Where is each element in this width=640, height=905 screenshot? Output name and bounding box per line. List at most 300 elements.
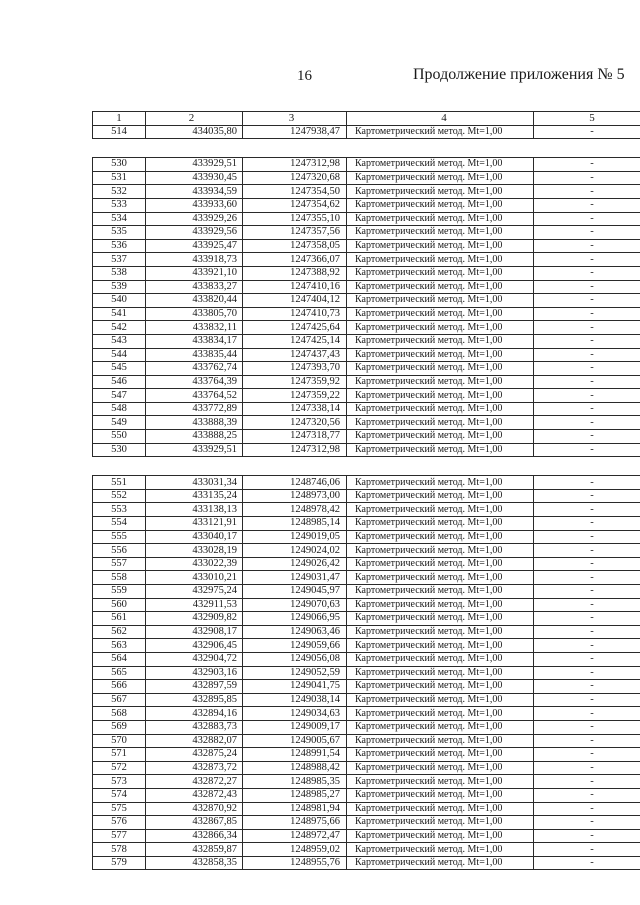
- x-coordinate-cell: 433805,70: [146, 307, 243, 321]
- table-row: [93, 517, 640, 531]
- note-cell: -: [534, 856, 640, 870]
- note-cell: -: [534, 476, 640, 490]
- note-cell: -: [534, 226, 640, 240]
- method-cell: Картометрический метод. Mt=1,00: [347, 734, 534, 748]
- table-row: [93, 693, 640, 707]
- point-number-cell: 537: [93, 253, 146, 267]
- y-coordinate-cell: 1249063,46: [243, 625, 347, 639]
- method-cell: Картометрический метод. Mt=1,00: [347, 375, 534, 389]
- note-cell: -: [534, 389, 640, 403]
- x-coordinate-cell: 433135,24: [146, 489, 243, 503]
- table-row: [93, 253, 640, 267]
- method-cell: Картометрический метод. Mt=1,00: [347, 158, 534, 172]
- table-row: [93, 503, 640, 517]
- x-coordinate-cell: 432858,35: [146, 856, 243, 870]
- y-coordinate-cell: 1248985,35: [243, 775, 347, 789]
- x-coordinate-cell: 432897,59: [146, 680, 243, 694]
- x-coordinate-cell: 433764,39: [146, 375, 243, 389]
- x-coordinate-cell: 432882,07: [146, 734, 243, 748]
- method-cell: Картометрический метод. Mt=1,00: [347, 720, 534, 734]
- note-cell: -: [534, 334, 640, 348]
- x-coordinate-cell: 433929,56: [146, 226, 243, 240]
- point-number-cell: 514: [93, 125, 146, 139]
- y-coordinate-cell: 1249009,17: [243, 720, 347, 734]
- note-cell: -: [534, 212, 640, 226]
- x-coordinate-cell: 433929,51: [146, 158, 243, 172]
- method-cell: Картометрический метод. Mt=1,00: [347, 843, 534, 857]
- y-coordinate-cell: 1247359,22: [243, 389, 347, 403]
- point-number-cell: 560: [93, 598, 146, 612]
- point-number-cell: 578: [93, 843, 146, 857]
- method-cell: Картометрический метод. Mt=1,00: [347, 707, 534, 721]
- table-row: [93, 612, 640, 626]
- point-number-cell: 544: [93, 348, 146, 362]
- y-coordinate-cell: 1249024,02: [243, 544, 347, 558]
- note-cell: -: [534, 375, 640, 389]
- note-cell: -: [534, 503, 640, 517]
- point-number-cell: 569: [93, 720, 146, 734]
- note-cell: -: [534, 571, 640, 585]
- method-cell: Картометрический метод. Mt=1,00: [347, 775, 534, 789]
- point-number-cell: 579: [93, 856, 146, 870]
- x-coordinate-cell: 433820,44: [146, 294, 243, 308]
- y-coordinate-cell: 1248959,02: [243, 843, 347, 857]
- note-cell: -: [534, 720, 640, 734]
- y-coordinate-cell: 1248988,42: [243, 761, 347, 775]
- y-coordinate-cell: 1248978,42: [243, 503, 347, 517]
- method-cell: Картометрический метод. Mt=1,00: [347, 639, 534, 653]
- method-cell: Картометрический метод. Mt=1,00: [347, 666, 534, 680]
- method-cell: Картометрический метод. Mt=1,00: [347, 185, 534, 199]
- x-coordinate-cell: 433888,39: [146, 416, 243, 430]
- x-coordinate-cell: 432866,34: [146, 829, 243, 843]
- table-row: [93, 348, 640, 362]
- x-coordinate-cell: 434035,80: [146, 125, 243, 139]
- y-coordinate-cell: 1247410,73: [243, 307, 347, 321]
- note-cell: -: [534, 652, 640, 666]
- point-number-cell: 567: [93, 693, 146, 707]
- table-row: [93, 171, 640, 185]
- table-row: [93, 321, 640, 335]
- point-number-cell: 552: [93, 489, 146, 503]
- column-header-1: 1: [93, 112, 146, 126]
- point-number-cell: 577: [93, 829, 146, 843]
- table-row: [93, 266, 640, 280]
- x-coordinate-cell: 432873,72: [146, 761, 243, 775]
- note-cell: -: [534, 402, 640, 416]
- x-coordinate-cell: 433022,39: [146, 557, 243, 571]
- note-cell: -: [534, 294, 640, 308]
- table-row: [93, 334, 640, 348]
- point-number-cell: 559: [93, 585, 146, 599]
- x-coordinate-cell: 432883,73: [146, 720, 243, 734]
- point-number-cell: 545: [93, 362, 146, 376]
- y-coordinate-cell: 1249070,63: [243, 598, 347, 612]
- group-separator-row: [93, 139, 640, 158]
- y-coordinate-cell: 1247358,05: [243, 239, 347, 253]
- x-coordinate-cell: 433933,60: [146, 198, 243, 212]
- note-cell: -: [534, 829, 640, 843]
- method-cell: Картометрический метод. Mt=1,00: [347, 530, 534, 544]
- x-coordinate-cell: 432872,43: [146, 788, 243, 802]
- y-coordinate-cell: 1249045,97: [243, 585, 347, 599]
- method-cell: Картометрический метод. Mt=1,00: [347, 693, 534, 707]
- table-row: [93, 416, 640, 430]
- table-row: [93, 389, 640, 403]
- method-cell: Картометрический метод. Mt=1,00: [347, 544, 534, 558]
- note-cell: -: [534, 734, 640, 748]
- x-coordinate-cell: 433834,17: [146, 334, 243, 348]
- x-coordinate-cell: 433918,73: [146, 253, 243, 267]
- note-cell: -: [534, 280, 640, 294]
- point-number-cell: 564: [93, 652, 146, 666]
- table-header-row: [93, 112, 640, 126]
- method-cell: Картометрический метод. Mt=1,00: [347, 612, 534, 626]
- y-coordinate-cell: 1249066,95: [243, 612, 347, 626]
- x-coordinate-cell: 432908,17: [146, 625, 243, 639]
- group-separator-row: [93, 457, 640, 476]
- x-coordinate-cell: 432906,45: [146, 639, 243, 653]
- point-number-cell: 547: [93, 389, 146, 403]
- table-row: [93, 125, 640, 139]
- y-coordinate-cell: 1247312,98: [243, 158, 347, 172]
- y-coordinate-cell: 1248972,47: [243, 829, 347, 843]
- note-cell: -: [534, 639, 640, 653]
- point-number-cell: 566: [93, 680, 146, 694]
- note-cell: -: [534, 443, 640, 457]
- table-row: [93, 362, 640, 376]
- note-cell: -: [534, 171, 640, 185]
- table-row: [93, 375, 640, 389]
- table-row: [93, 843, 640, 857]
- method-cell: Картометрический метод. Mt=1,00: [347, 125, 534, 139]
- point-number-cell: 548: [93, 402, 146, 416]
- note-cell: -: [534, 321, 640, 335]
- x-coordinate-cell: 432911,53: [146, 598, 243, 612]
- y-coordinate-cell: 1247425,64: [243, 321, 347, 335]
- y-coordinate-cell: 1247366,07: [243, 253, 347, 267]
- point-number-cell: 573: [93, 775, 146, 789]
- table-row: [93, 707, 640, 721]
- method-cell: Картометрический метод. Mt=1,00: [347, 212, 534, 226]
- x-coordinate-cell: 433833,27: [146, 280, 243, 294]
- table-row: [93, 720, 640, 734]
- x-coordinate-cell: 433832,11: [146, 321, 243, 335]
- y-coordinate-cell: 1249059,66: [243, 639, 347, 653]
- note-cell: -: [534, 788, 640, 802]
- column-header-5: 5: [534, 112, 640, 126]
- table-row: [93, 856, 640, 870]
- y-coordinate-cell: 1247437,43: [243, 348, 347, 362]
- method-cell: Картометрический метод. Mt=1,00: [347, 239, 534, 253]
- x-coordinate-cell: 433835,44: [146, 348, 243, 362]
- point-number-cell: 574: [93, 788, 146, 802]
- method-cell: Картометрический метод. Mt=1,00: [347, 748, 534, 762]
- point-number-cell: 546: [93, 375, 146, 389]
- y-coordinate-cell: 1248991,54: [243, 748, 347, 762]
- column-header-4: 4: [347, 112, 534, 126]
- x-coordinate-cell: 432904,72: [146, 652, 243, 666]
- table-row: [93, 443, 640, 457]
- note-cell: -: [534, 598, 640, 612]
- x-coordinate-cell: 433028,19: [146, 544, 243, 558]
- note-cell: -: [534, 680, 640, 694]
- x-coordinate-cell: 432895,85: [146, 693, 243, 707]
- table-row: [93, 158, 640, 172]
- point-number-cell: 549: [93, 416, 146, 430]
- y-coordinate-cell: 1247404,12: [243, 294, 347, 308]
- y-coordinate-cell: 1249031,47: [243, 571, 347, 585]
- method-cell: Картометрический метод. Mt=1,00: [347, 443, 534, 457]
- note-cell: -: [534, 158, 640, 172]
- note-cell: -: [534, 362, 640, 376]
- point-number-cell: 531: [93, 171, 146, 185]
- method-cell: Картометрический метод. Mt=1,00: [347, 625, 534, 639]
- y-coordinate-cell: 1247354,50: [243, 185, 347, 199]
- y-coordinate-cell: 1247359,92: [243, 375, 347, 389]
- point-number-cell: 530: [93, 443, 146, 457]
- method-cell: Картометрический метод. Mt=1,00: [347, 171, 534, 185]
- method-cell: Картометрический метод. Mt=1,00: [347, 334, 534, 348]
- y-coordinate-cell: 1249041,75: [243, 680, 347, 694]
- x-coordinate-cell: 432867,85: [146, 816, 243, 830]
- table-row: [93, 430, 640, 444]
- table-row: [93, 402, 640, 416]
- point-number-cell: 557: [93, 557, 146, 571]
- point-number-cell: 561: [93, 612, 146, 626]
- method-cell: Картометрический метод. Mt=1,00: [347, 598, 534, 612]
- method-cell: Картометрический метод. Mt=1,00: [347, 517, 534, 531]
- method-cell: Картометрический метод. Mt=1,00: [347, 761, 534, 775]
- point-number-cell: 536: [93, 239, 146, 253]
- y-coordinate-cell: 1247357,56: [243, 226, 347, 240]
- y-coordinate-cell: 1247355,10: [243, 212, 347, 226]
- x-coordinate-cell: 433040,17: [146, 530, 243, 544]
- page-number: 16: [297, 68, 312, 84]
- table-row: [93, 585, 640, 599]
- method-cell: Картометрический метод. Mt=1,00: [347, 652, 534, 666]
- method-cell: Картометрический метод. Mt=1,00: [347, 198, 534, 212]
- y-coordinate-cell: 1247425,14: [243, 334, 347, 348]
- point-number-cell: 532: [93, 185, 146, 199]
- x-coordinate-cell: 432894,16: [146, 707, 243, 721]
- point-number-cell: 556: [93, 544, 146, 558]
- table-row: [93, 748, 640, 762]
- point-number-cell: 551: [93, 476, 146, 490]
- note-cell: -: [534, 307, 640, 321]
- x-coordinate-cell: 433762,74: [146, 362, 243, 376]
- coordinates-table: [92, 111, 640, 870]
- point-number-cell: 563: [93, 639, 146, 653]
- y-coordinate-cell: 1249005,67: [243, 734, 347, 748]
- table-row: [93, 530, 640, 544]
- note-cell: -: [534, 775, 640, 789]
- y-coordinate-cell: 1247938,47: [243, 125, 347, 139]
- x-coordinate-cell: 433934,59: [146, 185, 243, 199]
- note-cell: -: [534, 707, 640, 721]
- table-row: [93, 489, 640, 503]
- method-cell: Картометрический метод. Mt=1,00: [347, 348, 534, 362]
- y-coordinate-cell: 1249056,08: [243, 652, 347, 666]
- y-coordinate-cell: 1248975,66: [243, 816, 347, 830]
- y-coordinate-cell: 1247388,92: [243, 266, 347, 280]
- y-coordinate-cell: 1247318,77: [243, 430, 347, 444]
- note-cell: -: [534, 416, 640, 430]
- x-coordinate-cell: 432975,24: [146, 585, 243, 599]
- note-cell: -: [534, 266, 640, 280]
- table-row: [93, 307, 640, 321]
- note-cell: -: [534, 802, 640, 816]
- x-coordinate-cell: 433930,45: [146, 171, 243, 185]
- y-coordinate-cell: 1248981,94: [243, 802, 347, 816]
- point-number-cell: 565: [93, 666, 146, 680]
- group-separator-cell: [93, 139, 640, 158]
- table-row: [93, 788, 640, 802]
- table-row: [93, 185, 640, 199]
- method-cell: Картометрический метод. Mt=1,00: [347, 253, 534, 267]
- note-cell: -: [534, 693, 640, 707]
- note-cell: -: [534, 239, 640, 253]
- column-header-2: 2: [146, 112, 243, 126]
- point-number-cell: 562: [93, 625, 146, 639]
- y-coordinate-cell: 1247354,62: [243, 198, 347, 212]
- x-coordinate-cell: 432903,16: [146, 666, 243, 680]
- table-row: [93, 544, 640, 558]
- method-cell: Картометрический метод. Mt=1,00: [347, 362, 534, 376]
- note-cell: -: [534, 761, 640, 775]
- y-coordinate-cell: 1247338,14: [243, 402, 347, 416]
- point-number-cell: 554: [93, 517, 146, 531]
- group-separator-cell: [93, 457, 640, 476]
- note-cell: -: [534, 748, 640, 762]
- table-row: [93, 680, 640, 694]
- y-coordinate-cell: 1249026,42: [243, 557, 347, 571]
- method-cell: Картометрический метод. Mt=1,00: [347, 816, 534, 830]
- point-number-cell: 550: [93, 430, 146, 444]
- point-number-cell: 543: [93, 334, 146, 348]
- y-coordinate-cell: 1248955,76: [243, 856, 347, 870]
- table-row: [93, 775, 640, 789]
- x-coordinate-cell: 433929,26: [146, 212, 243, 226]
- point-number-cell: 541: [93, 307, 146, 321]
- y-coordinate-cell: 1247410,16: [243, 280, 347, 294]
- method-cell: Картометрический метод. Mt=1,00: [347, 585, 534, 599]
- point-number-cell: 540: [93, 294, 146, 308]
- point-number-cell: 576: [93, 816, 146, 830]
- y-coordinate-cell: 1249019,05: [243, 530, 347, 544]
- point-number-cell: 538: [93, 266, 146, 280]
- point-number-cell: 530: [93, 158, 146, 172]
- y-coordinate-cell: 1247320,68: [243, 171, 347, 185]
- x-coordinate-cell: 432909,82: [146, 612, 243, 626]
- point-number-cell: 558: [93, 571, 146, 585]
- note-cell: -: [534, 557, 640, 571]
- point-number-cell: 568: [93, 707, 146, 721]
- method-cell: Картометрический метод. Mt=1,00: [347, 476, 534, 490]
- y-coordinate-cell: 1249038,14: [243, 693, 347, 707]
- method-cell: Картометрический метод. Mt=1,00: [347, 416, 534, 430]
- x-coordinate-cell: 432875,24: [146, 748, 243, 762]
- table-row: [93, 761, 640, 775]
- point-number-cell: 533: [93, 198, 146, 212]
- point-number-cell: 542: [93, 321, 146, 335]
- table-row: [93, 639, 640, 653]
- table-row: [93, 571, 640, 585]
- coordinates-table-body: [93, 112, 640, 870]
- y-coordinate-cell: 1247393,70: [243, 362, 347, 376]
- method-cell: Картометрический метод. Mt=1,00: [347, 321, 534, 335]
- point-number-cell: 572: [93, 761, 146, 775]
- method-cell: Картометрический метод. Mt=1,00: [347, 856, 534, 870]
- method-cell: Картометрический метод. Mt=1,00: [347, 307, 534, 321]
- table-row: [93, 212, 640, 226]
- note-cell: -: [534, 125, 640, 139]
- note-cell: -: [534, 544, 640, 558]
- note-cell: -: [534, 430, 640, 444]
- method-cell: Картометрический метод. Mt=1,00: [347, 402, 534, 416]
- point-number-cell: 534: [93, 212, 146, 226]
- method-cell: Картометрический метод. Mt=1,00: [347, 788, 534, 802]
- table-row: [93, 557, 640, 571]
- x-coordinate-cell: 433138,13: [146, 503, 243, 517]
- x-coordinate-cell: 432859,87: [146, 843, 243, 857]
- method-cell: Картометрический метод. Mt=1,00: [347, 829, 534, 843]
- y-coordinate-cell: 1248973,00: [243, 489, 347, 503]
- table-row: [93, 829, 640, 843]
- note-cell: -: [534, 666, 640, 680]
- x-coordinate-cell: 433925,47: [146, 239, 243, 253]
- x-coordinate-cell: 433031,34: [146, 476, 243, 490]
- point-number-cell: 570: [93, 734, 146, 748]
- point-number-cell: 553: [93, 503, 146, 517]
- x-coordinate-cell: 432870,92: [146, 802, 243, 816]
- table-row: [93, 476, 640, 490]
- y-coordinate-cell: 1249052,59: [243, 666, 347, 680]
- x-coordinate-cell: 433772,89: [146, 402, 243, 416]
- table-row: [93, 226, 640, 240]
- x-coordinate-cell: 433888,25: [146, 430, 243, 444]
- table-row: [93, 666, 640, 680]
- table-row: [93, 652, 640, 666]
- method-cell: Картометрический метод. Mt=1,00: [347, 802, 534, 816]
- note-cell: -: [534, 517, 640, 531]
- note-cell: -: [534, 612, 640, 626]
- method-cell: Картометрический метод. Mt=1,00: [347, 503, 534, 517]
- point-number-cell: 555: [93, 530, 146, 544]
- x-coordinate-cell: 433929,51: [146, 443, 243, 457]
- note-cell: -: [534, 489, 640, 503]
- table-row: [93, 734, 640, 748]
- x-coordinate-cell: 433921,10: [146, 266, 243, 280]
- note-cell: -: [534, 253, 640, 267]
- x-coordinate-cell: 433764,52: [146, 389, 243, 403]
- point-number-cell: 575: [93, 802, 146, 816]
- method-cell: Картометрический метод. Mt=1,00: [347, 430, 534, 444]
- y-coordinate-cell: 1248746,06: [243, 476, 347, 490]
- method-cell: Картометрический метод. Mt=1,00: [347, 280, 534, 294]
- y-coordinate-cell: 1249034,63: [243, 707, 347, 721]
- method-cell: Картометрический метод. Mt=1,00: [347, 680, 534, 694]
- note-cell: -: [534, 816, 640, 830]
- x-coordinate-cell: 433010,21: [146, 571, 243, 585]
- method-cell: Картометрический метод. Mt=1,00: [347, 226, 534, 240]
- method-cell: Картометрический метод. Mt=1,00: [347, 389, 534, 403]
- note-cell: -: [534, 625, 640, 639]
- method-cell: Картометрический метод. Mt=1,00: [347, 294, 534, 308]
- point-number-cell: 535: [93, 226, 146, 240]
- x-coordinate-cell: 433121,91: [146, 517, 243, 531]
- table-row: [93, 802, 640, 816]
